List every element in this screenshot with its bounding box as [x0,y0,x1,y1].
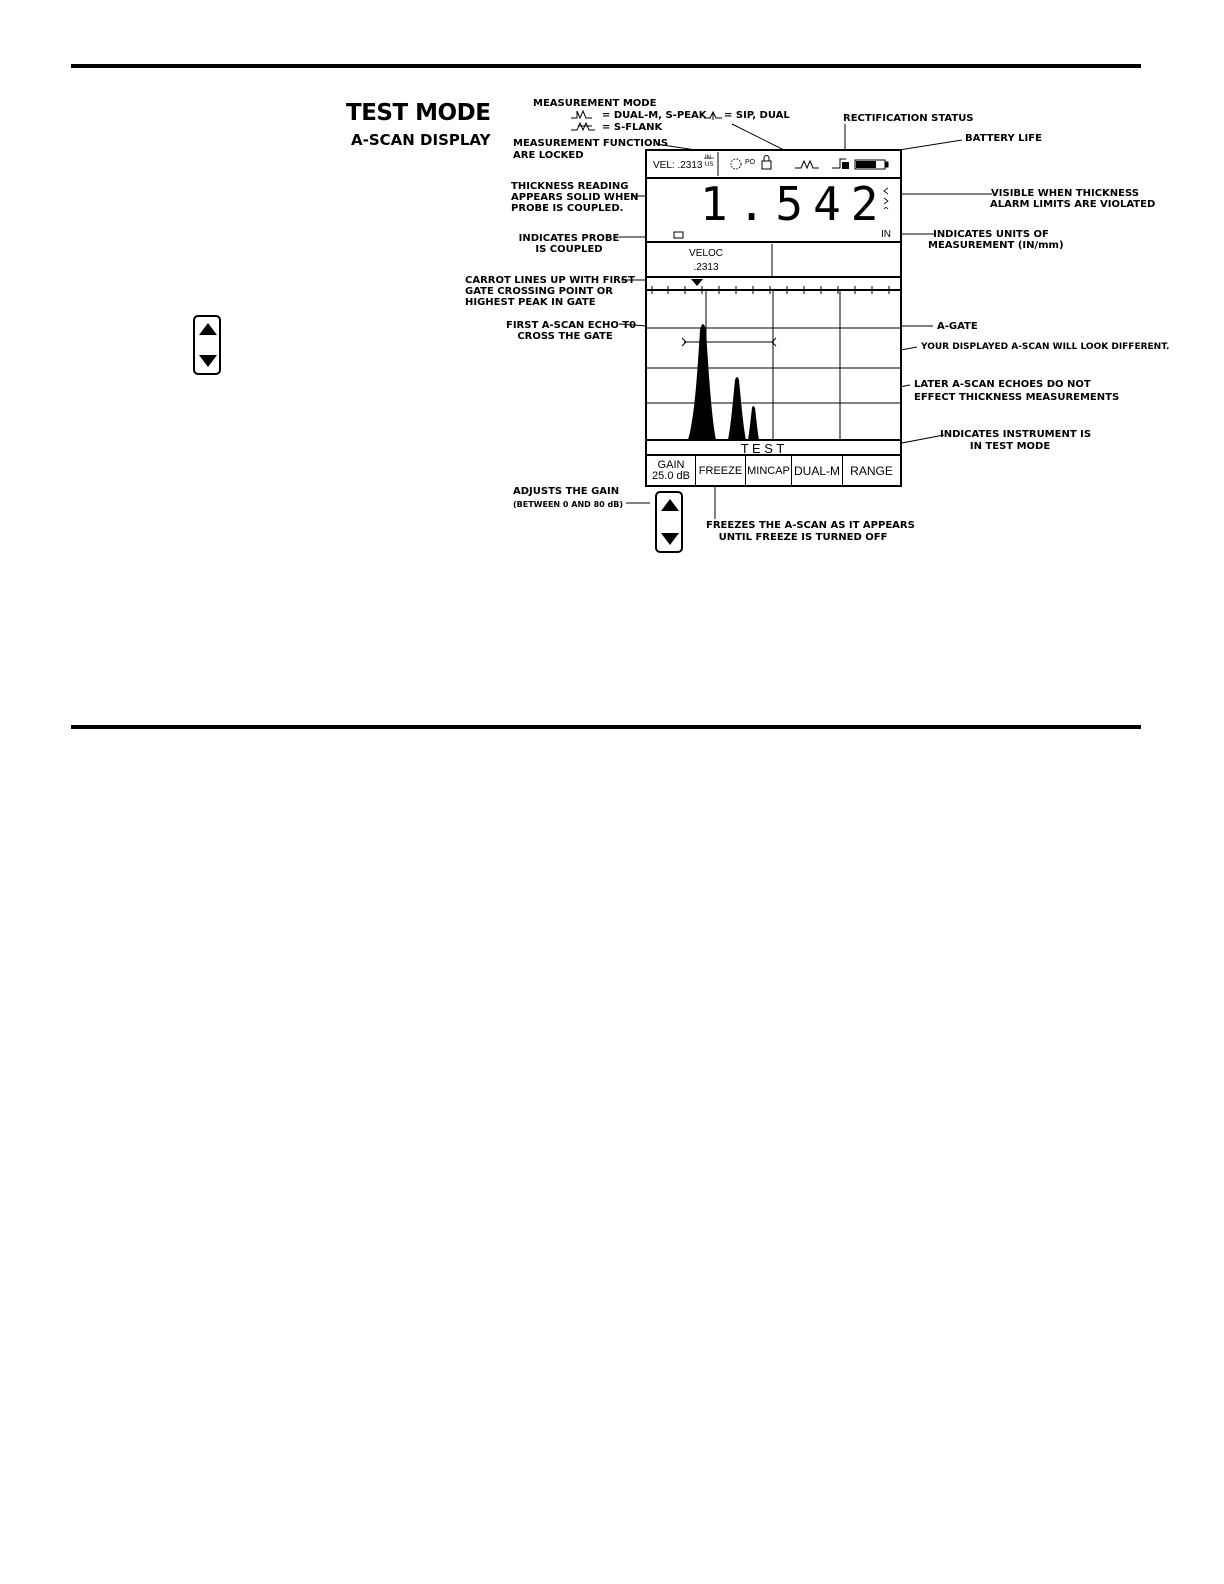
alarm-label-1: VISIBLE WHEN THICKNESS [991,188,1139,199]
a-gate-label: A-GATE [937,321,978,332]
param-label: VELOC [689,248,723,259]
param-value: .2313 [693,262,719,273]
softkey-mincap[interactable]: MINCAP [746,456,792,486]
different-label: YOUR DISPLAYED A-SCAN WILL LOOK DIFFERENT. [921,342,1170,352]
softkey-gain-label: GAIN [657,459,685,471]
mode-dual-label: = DUAL-M, S-PEAK [602,110,707,121]
echo-label-2: CROSS THE GATE [517,331,613,342]
softkey-dual-m[interactable]: DUAL-M [792,456,843,486]
thickness-label-2: APPEARS SOLID WHEN [511,192,639,203]
page-title: TEST MODE [346,100,491,126]
lock-icon [762,161,771,169]
measurement-mode-label: MEASUREMENT MODE [533,98,657,109]
status-text: PO [745,159,756,166]
carrot-label-3: HIGHEST PEAK IN GATE [465,297,596,308]
units-indicator: IN [881,229,891,240]
thickness-label-3: PROBE IS COUPLED. [511,203,624,214]
softkey-range[interactable]: RANGE [850,463,893,478]
first-echo [688,324,716,440]
test-mode-label-1: INDICATES INSTRUMENT IS [940,429,1092,440]
battery-label: BATTERY LIFE [965,133,1042,144]
velocity-unit-top: IN [705,155,711,161]
velocity-unit-bottom: US [705,162,714,168]
softkey-freeze[interactable]: FREEZE [696,456,746,486]
carrot-marker [691,279,703,286]
carrot-label-2: GATE CROSSING POINT OR [465,286,614,297]
softkey-gain[interactable] [647,456,696,486]
freeze-label-1: FREEZES THE A-SCAN AS IT APPEARS [706,520,915,531]
locked-label-2: ARE LOCKED [513,150,584,161]
mode-sip-label: = SIP, DUAL [724,110,790,121]
screen-mode-icon [795,161,819,168]
velocity-readout: VEL: .2313 [653,160,703,171]
echo-label-1: FIRST A-SCAN ECHO T0 [506,320,637,331]
gain-label-1: ADJUSTS THE GAIN [513,486,620,497]
test-mode-label-2: IN TEST MODE [969,441,1051,452]
freeze-status-icon [731,159,741,169]
carrot-label-1: CARROT LINES UP WITH FIRST [465,275,635,286]
gain-label-2: (BETWEEN 0 AND 80 dB) [513,500,623,509]
mode-sflank-label: = S-FLANK [602,122,663,133]
second-echo [728,377,746,440]
coupled-label-2: IS COUPLED [535,244,603,255]
rectification-label: RECTIFICATION STATUS [843,113,974,124]
alarm-label-2: ALARM LIMITS ARE VIOLATED [990,199,1156,210]
page-subtitle: A-SCAN DISPLAY [351,131,491,149]
coupled-indicator-icon [674,232,683,238]
later-label-2: EFFECT THICKNESS MEASUREMENTS [914,392,1120,403]
thickness-label-1: THICKNESS READING [511,181,629,192]
third-echo [748,406,759,440]
later-label-1: LATER A-SCAN ECHOES DO NOT [914,379,1091,390]
freeze-label-2: UNTIL FREEZE IS TURNED OFF [718,532,888,543]
locked-label-1: MEASUREMENT FUNCTIONS [513,138,669,149]
softkey-gain-value: 25.0 dB [652,470,690,482]
mode-banner: T E S T [740,441,785,456]
thickness-reading: 1.542 [700,177,889,231]
units-label-2: MEASUREMENT (IN/mm) [928,240,1064,251]
coupled-label-1: INDICATES PROBE [518,233,620,244]
units-label-1: INDICATES UNITS OF [933,229,1049,240]
